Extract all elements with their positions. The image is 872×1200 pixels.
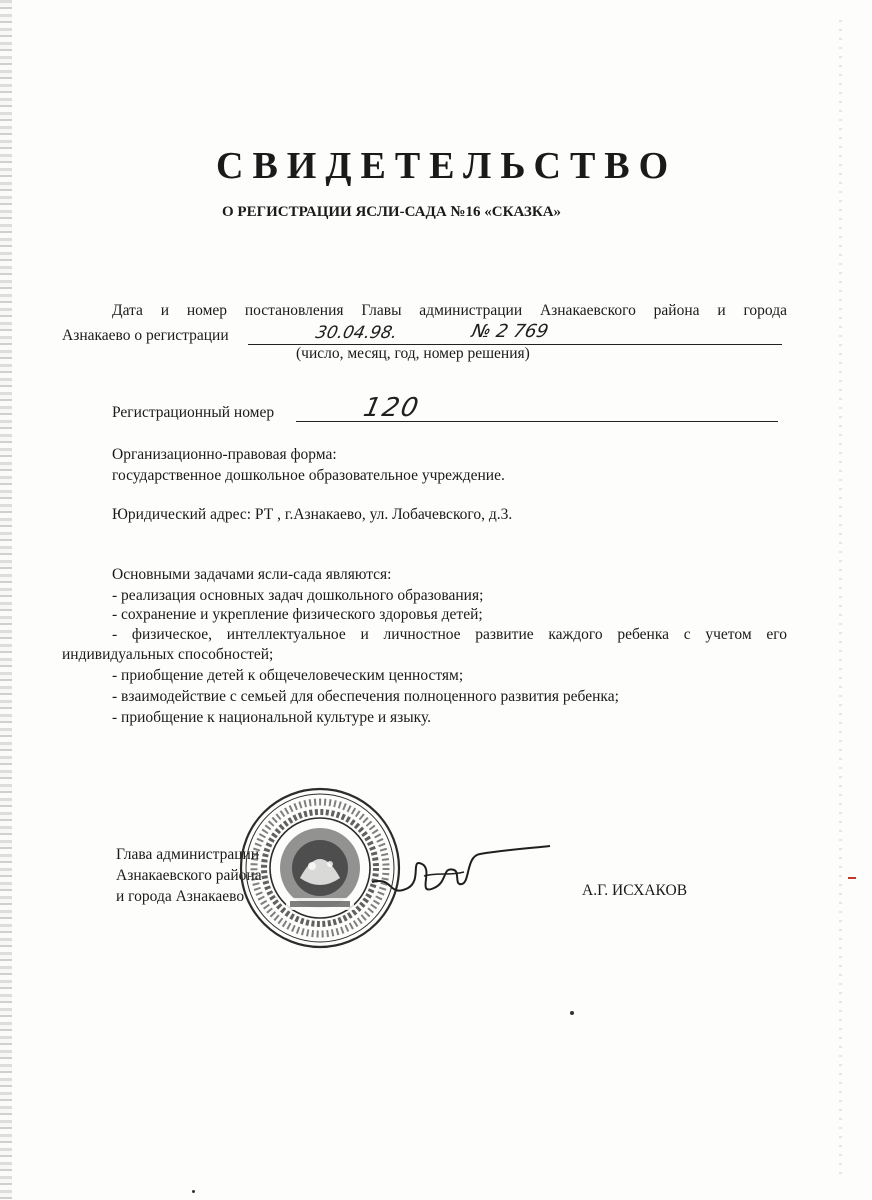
document-title: СВИДЕТЕЛЬСТВО [216, 145, 678, 187]
task-item: - взаимодействие с семьей для обеспечения полноценного развития ребенка; [112, 688, 619, 705]
task-item-continuation: индивидуальных способностей; [62, 646, 274, 663]
resolution-line1: Дата и номер постановления Главы администрации Азнакаевского района и города [112, 302, 787, 319]
resolution-line2-label: Азнакаево о регистрации [62, 327, 229, 344]
tasks-heading: Основными задачами ясли-сада являются: [112, 566, 392, 583]
handwritten-resolution-date: 30.04.98. [313, 323, 400, 343]
org-form-value: государственное дошкольное образовательное учреждение. [112, 467, 505, 484]
scan-speck [192, 1190, 195, 1193]
resolution-hint: (число, месяц, год, номер решения) [296, 345, 530, 362]
task-item: - физическое, интеллектуальное и личностное развитие каждого ребенка с учетом его [112, 626, 787, 643]
handwritten-signature-icon [364, 836, 554, 906]
task-item: - приобщение детей к общечеловеческим ценностям; [112, 667, 464, 684]
scan-edge-right [839, 20, 842, 1180]
scan-speck [570, 1011, 574, 1015]
task-item: - реализация основных задач дошкольного образования; [112, 587, 484, 604]
scan-mark [848, 877, 856, 879]
org-form-label: Организационно-правовая форма: [112, 446, 337, 463]
signatory-title-line2: Азнакаевского района [116, 867, 262, 884]
scan-edge-left [0, 0, 12, 1200]
handwritten-resolution-number: № 2 769 [469, 321, 551, 342]
registration-number-label: Регистрационный номер [112, 404, 275, 421]
signatory-title-line3: и города Азнакаево [116, 888, 245, 905]
task-item: - приобщение к национальной культуре и языку. [112, 709, 432, 726]
legal-address: Юридический адрес: РТ , г.Азнакаево, ул. Лобачевского, д.3. [112, 506, 513, 523]
task-item: - сохранение и укрепление физического здоровья детей; [112, 606, 483, 623]
handwritten-registration-number: 120 [360, 393, 423, 423]
document-subtitle: О РЕГИСТРАЦИИ ЯСЛИ-САДА №16 «СКАЗКА» [222, 204, 562, 220]
signatory-name: А.Г. ИСХАКОВ [582, 882, 688, 899]
signatory-title-line1: Глава администрации [116, 846, 260, 863]
